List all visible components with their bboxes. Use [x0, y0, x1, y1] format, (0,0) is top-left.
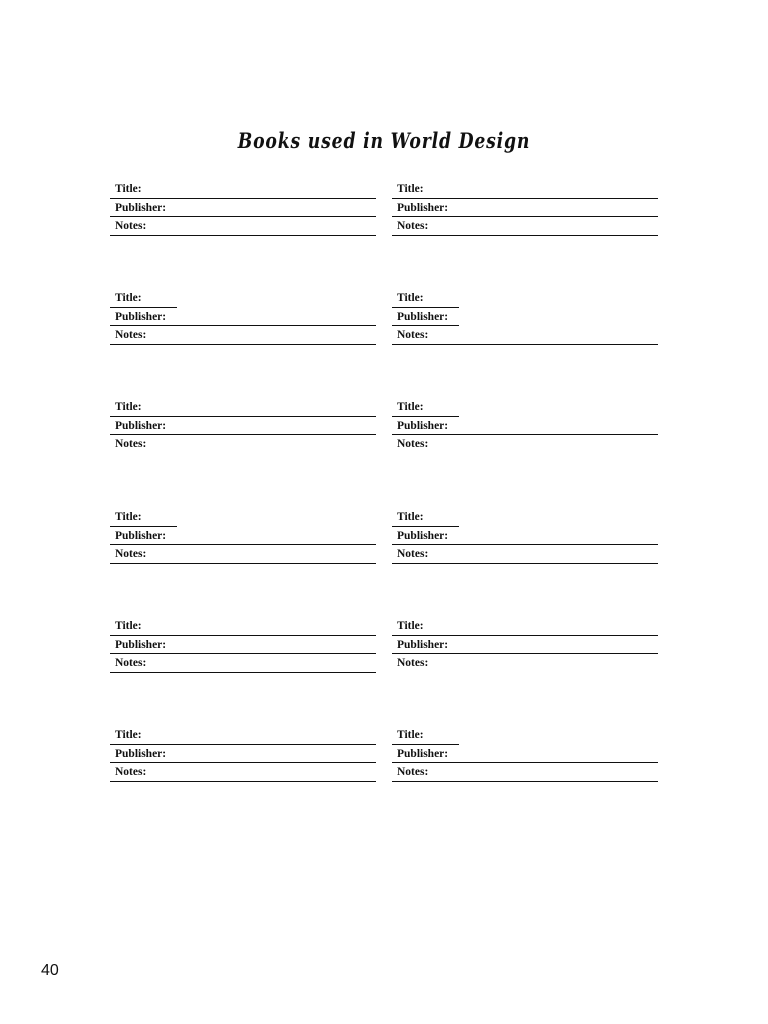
title-label: Title: — [115, 401, 142, 413]
publisher-field[interactable] — [110, 745, 376, 764]
title-label: Title: — [397, 620, 424, 632]
book-entry — [110, 617, 376, 673]
title-label: Title: — [397, 729, 424, 741]
notes-field[interactable] — [392, 326, 658, 345]
book-entry — [392, 726, 658, 782]
book-entry — [110, 508, 376, 564]
notes-label: Notes: — [397, 220, 429, 232]
publisher-field[interactable] — [110, 199, 376, 218]
publisher-label: Publisher: — [397, 529, 449, 542]
publisher-label: Publisher: — [397, 201, 449, 214]
notes-label: Notes: — [397, 329, 429, 341]
notes-line — [392, 563, 658, 564]
title-field[interactable] — [392, 398, 658, 417]
publisher-label: Publisher: — [397, 747, 449, 760]
page-number: 40 — [41, 962, 59, 979]
title-label: Title: — [115, 729, 142, 741]
publisher-label: Publisher: — [115, 310, 167, 323]
publisher-label: Publisher: — [397, 638, 449, 651]
notes-field[interactable] — [110, 654, 376, 673]
title-field[interactable] — [110, 726, 376, 745]
book-entry — [392, 508, 658, 564]
notes-label: Notes: — [115, 329, 147, 341]
publisher-label: Publisher: — [115, 747, 167, 760]
notes-line — [392, 781, 658, 782]
book-entry — [392, 289, 658, 345]
notes-field[interactable] — [392, 654, 658, 673]
notes-field[interactable] — [392, 217, 658, 236]
publisher-label: Publisher: — [115, 201, 167, 214]
publisher-field[interactable] — [110, 636, 376, 655]
notes-line — [110, 344, 376, 345]
title-field[interactable] — [110, 617, 376, 636]
page-title: Books used in World Design — [237, 128, 531, 153]
title-field[interactable] — [392, 508, 658, 527]
notes-label: Notes: — [115, 766, 147, 778]
notes-label: Notes: — [397, 438, 429, 450]
notes-field[interactable] — [392, 545, 658, 564]
book-entry — [110, 398, 376, 454]
notes-field[interactable] — [110, 217, 376, 236]
notes-field[interactable] — [110, 435, 376, 454]
title-label: Title: — [115, 292, 142, 304]
title-label: Title: — [115, 511, 142, 523]
publisher-label: Publisher: — [115, 638, 167, 651]
notes-label: Notes: — [115, 548, 147, 560]
title-field[interactable] — [392, 289, 658, 308]
title-field[interactable] — [110, 180, 376, 199]
notes-field[interactable] — [392, 435, 658, 454]
notes-line — [392, 235, 658, 236]
book-entry — [110, 726, 376, 782]
notes-label: Notes: — [397, 548, 429, 560]
title-field[interactable] — [110, 508, 376, 527]
title-label: Title: — [397, 511, 424, 523]
title-label: Title: — [397, 401, 424, 413]
publisher-field[interactable] — [392, 636, 658, 655]
publisher-label: Publisher: — [115, 419, 167, 432]
notes-label: Notes: — [115, 220, 147, 232]
publisher-field[interactable] — [392, 417, 658, 436]
notes-label: Notes: — [397, 657, 429, 669]
publisher-field[interactable] — [392, 745, 658, 764]
book-entry — [110, 289, 376, 345]
notes-field[interactable] — [110, 763, 376, 782]
publisher-field[interactable] — [110, 308, 376, 327]
book-entry — [392, 180, 658, 236]
title-field[interactable] — [392, 180, 658, 199]
publisher-label: Publisher: — [115, 529, 167, 542]
notes-line — [110, 672, 376, 673]
title-field[interactable] — [392, 617, 658, 636]
title-label: Title: — [397, 183, 424, 195]
publisher-field[interactable] — [110, 527, 376, 546]
title-label: Title: — [115, 183, 142, 195]
publisher-field[interactable] — [392, 308, 658, 327]
notes-label: Notes: — [397, 766, 429, 778]
book-entry — [392, 398, 658, 454]
notes-line — [110, 235, 376, 236]
title-label: Title: — [397, 292, 424, 304]
notes-field[interactable] — [110, 326, 376, 345]
notes-label: Notes: — [115, 657, 147, 669]
notes-line — [110, 563, 376, 564]
publisher-field[interactable] — [392, 527, 658, 546]
publisher-label: Publisher: — [397, 310, 449, 323]
notes-line — [110, 781, 376, 782]
book-entry — [392, 617, 658, 673]
publisher-label: Publisher: — [397, 419, 449, 432]
title-label: Title: — [115, 620, 142, 632]
title-field[interactable] — [110, 289, 376, 308]
title-field[interactable] — [110, 398, 376, 417]
notes-line — [392, 344, 658, 345]
book-entry — [110, 180, 376, 236]
notes-field[interactable] — [392, 763, 658, 782]
notes-field[interactable] — [110, 545, 376, 564]
notes-label: Notes: — [115, 438, 147, 450]
publisher-field[interactable] — [392, 199, 658, 218]
title-field[interactable] — [392, 726, 658, 745]
publisher-field[interactable] — [110, 417, 376, 436]
